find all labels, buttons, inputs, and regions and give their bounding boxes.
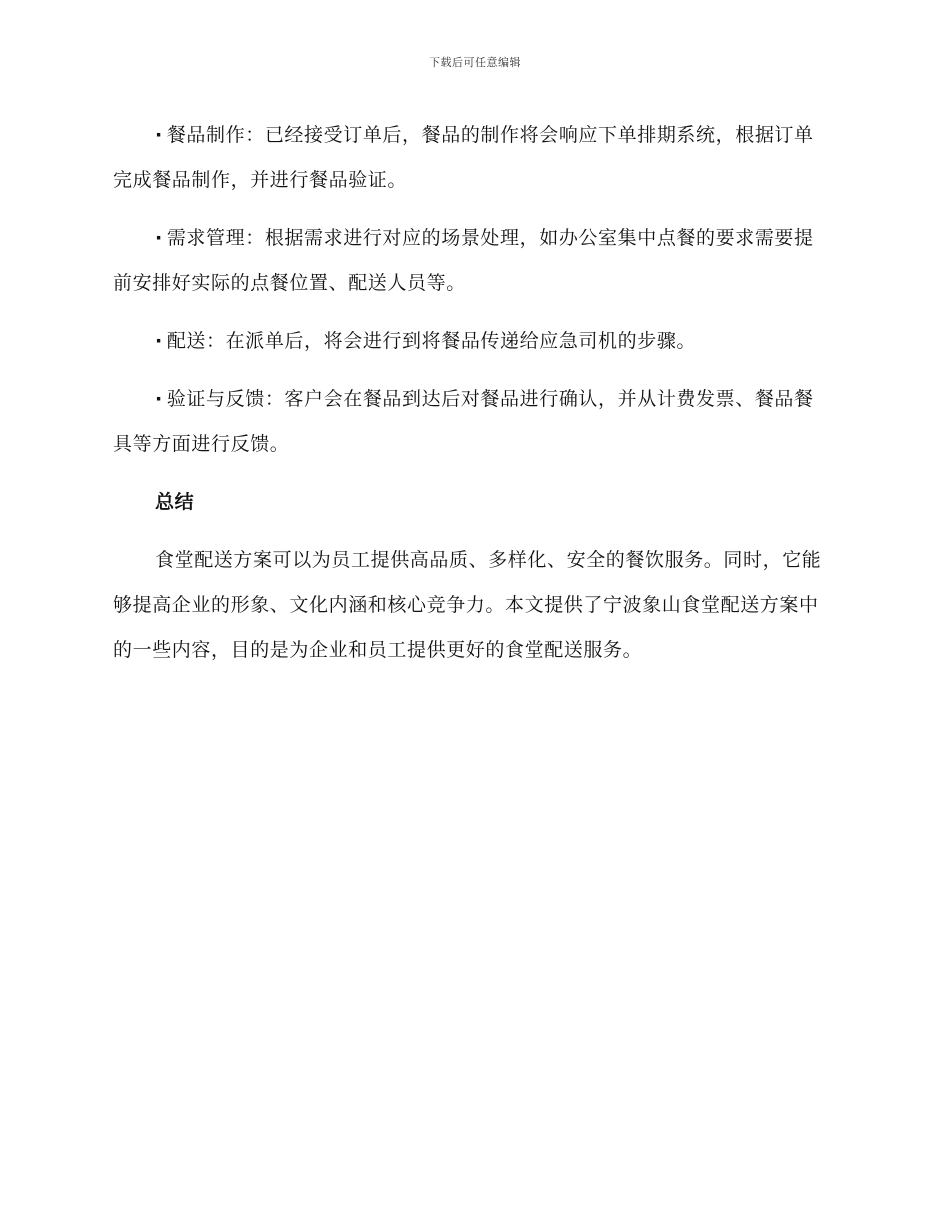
summary-heading: 总结: [155, 491, 195, 513]
bullet-text: 配送：在派单后，将会进行到将餐品传递给应急司机的步骤。: [166, 330, 697, 352]
bullet-item-delivery: [113, 319, 833, 364]
document-body: [113, 113, 833, 686]
bullet-text: 需求管理：根据需求进行对应的场景处理，如办公室集中点餐的要求需要提前安排好实际的点餐位置、配送人员等。: [113, 227, 814, 294]
bullet-item-demand-management: [113, 216, 833, 306]
bullet-text: 餐品制作：已经接受订单后，餐品的制作将会响应下单排期系统，根据订单完成餐品制作，并进行餐品验证。: [113, 124, 814, 191]
bullet-item-verification-feedback: [113, 377, 833, 467]
bullet-item-production: [113, 113, 833, 203]
bullet-marker: ·: [155, 330, 163, 352]
bullet-marker: ·: [155, 388, 163, 410]
bullet-marker: ·: [155, 124, 163, 146]
summary-paragraph: 食堂配送方案可以为员工提供高品质、多样化、安全的餐饮服务。同时，它能够提高企业的形象、文化内涵和核心竞争力。本文提供了宁波象山食堂配送方案中的一些内容，目的是为企业和员工提供更好的食堂配送服务。: [113, 549, 822, 661]
bullet-marker: ·: [155, 227, 163, 249]
page-header: 下载后可任意编辑: [429, 56, 521, 69]
bullet-text: 验证与反馈：客户会在餐品到达后对餐品进行确认，并从计费发票、餐品餐具等方面进行反馈。: [113, 388, 814, 455]
